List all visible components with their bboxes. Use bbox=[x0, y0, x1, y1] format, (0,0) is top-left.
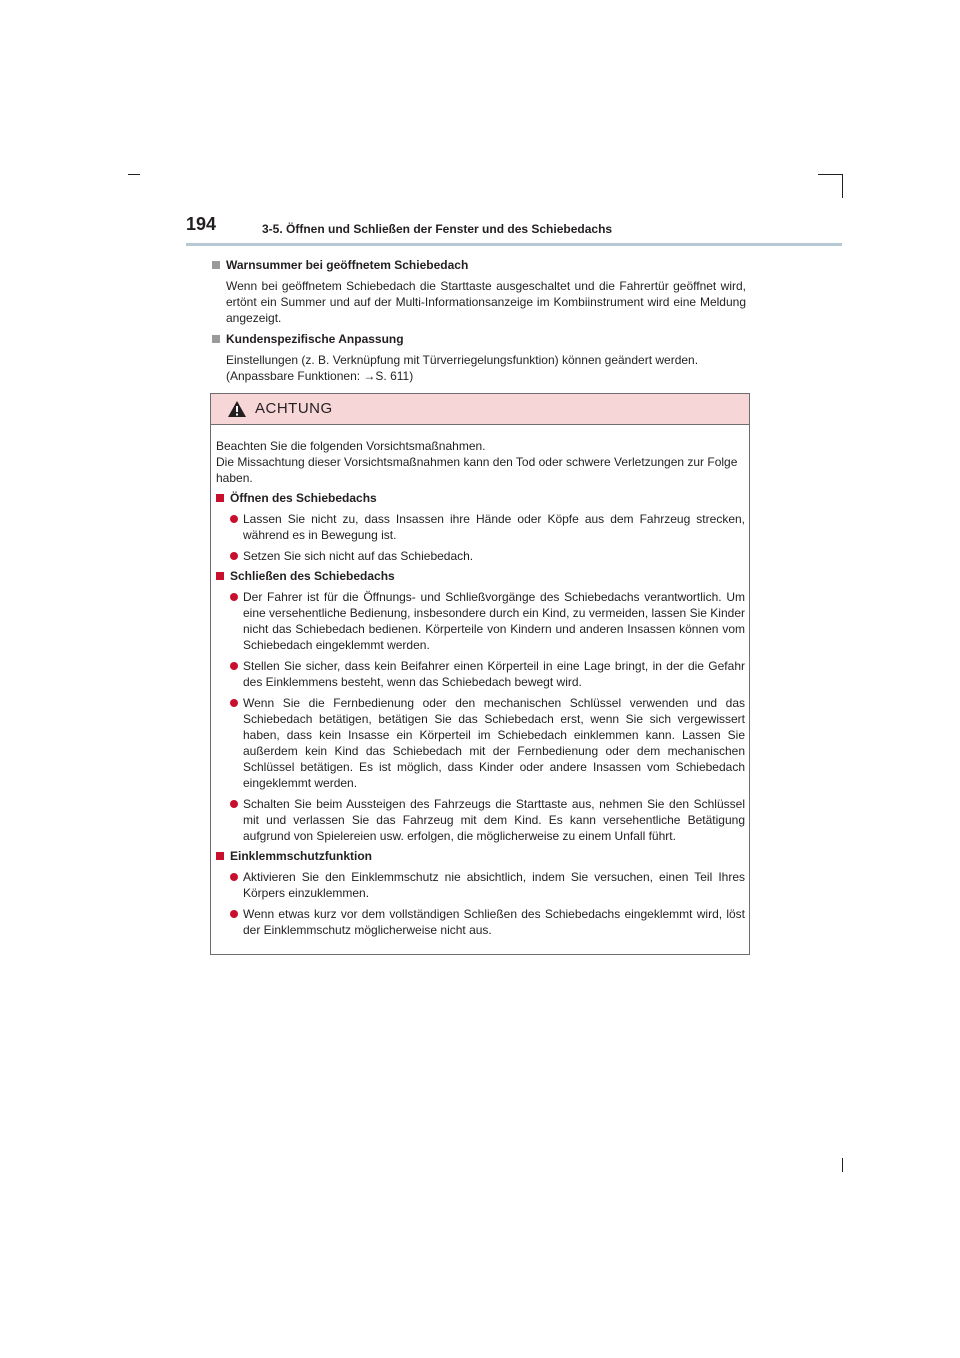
page-number: 194 bbox=[186, 214, 217, 234]
header-rule bbox=[186, 243, 842, 246]
crop-mark bbox=[818, 174, 842, 175]
warning-bullet-text: Lassen Sie nicht zu, dass Insassen ihre Hände oder Köpfe aus dem Fahrzeug strecken, während es in Bewegung ist. bbox=[243, 512, 745, 542]
warning-intro-line: Die Missachtung dieser Vorsichtsmaßnahmen kann den Tod oder schwere Verletzungen zur Folge haben. bbox=[216, 455, 738, 485]
warning-body bbox=[216, 438, 745, 938]
section-heading bbox=[212, 331, 746, 347]
crop-mark bbox=[128, 174, 140, 175]
warning-title: ACHTUNG bbox=[255, 400, 333, 417]
warning-bullet-item bbox=[216, 796, 745, 844]
square-bullet-icon bbox=[216, 494, 224, 502]
warning-intro bbox=[216, 438, 745, 486]
warning-bullet-item bbox=[216, 695, 745, 791]
warning-bullet-item bbox=[216, 658, 745, 690]
warning-bullet-text: Wenn etwas kurz vor dem vollständigen Schließen des Schiebedachs eingeklemmt wird, löst der Einklemmschutz möglicherweise nicht aus. bbox=[243, 907, 745, 937]
info-section-warning-buzzer bbox=[212, 257, 746, 326]
square-bullet-icon bbox=[216, 572, 224, 580]
warning-bullet-text: Aktivieren Sie den Einklemmschutz nie absichtlich, indem Sie versuchen, einen Teil Ihres Körpers einzuklemmen. bbox=[243, 870, 745, 900]
square-bullet-icon bbox=[212, 335, 220, 343]
page-reference-link[interactable]: (Anpassbare Funktionen: →S. 611) bbox=[226, 369, 414, 383]
square-bullet-icon bbox=[216, 852, 224, 860]
warning-bullet-item bbox=[216, 869, 745, 901]
section-heading bbox=[212, 257, 746, 273]
info-section-customization bbox=[212, 331, 746, 384]
warning-section-heading-text: Schließen des Schiebedachs bbox=[230, 569, 395, 583]
section-heading-text: Warnsummer bei geöffnetem Schiebedach bbox=[226, 258, 469, 272]
warning-bullet-item bbox=[216, 548, 745, 564]
warning-section-heading bbox=[216, 848, 745, 864]
crop-mark bbox=[842, 174, 843, 198]
round-bullet-icon bbox=[230, 662, 238, 670]
warning-box bbox=[210, 393, 750, 955]
warning-bullet-text: Wenn Sie die Fernbedienung oder den mechanischen Schlüssel verwenden und das Schiebedach betätigen, betätigen Sie das Schiebedach erst, wenn Sie sich vergewissert haben, dass kein Insasse ein Körperteil im Schiebedach einklemmen kann. Lassen Sie außerdem kein Kind das Schiebedach mit der Fernbedienung oder dem mechanischen Schlüssel betätigen. Es ist möglich, dass Kinder oder andere Insassen vom Schiebedach eingeklemmt werden. bbox=[243, 696, 745, 790]
warning-section-heading-text: Einklemmschutzfunktion bbox=[230, 849, 373, 863]
round-bullet-icon bbox=[230, 699, 238, 707]
round-bullet-icon bbox=[230, 800, 238, 808]
warning-bullet-text: Setzen Sie sich nicht auf das Schiebedach. bbox=[243, 549, 474, 563]
warning-bullet-item bbox=[216, 511, 745, 543]
section-body: Wenn bei geöffnetem Schiebedach die Starttaste ausgeschaltet und die Fahrertür geöffnet wird, ertönt ein Summer und auf der Multi-Informationsanzeige im Kombiinstrument wird eine Meldung angezeigt. bbox=[226, 279, 746, 325]
section-heading-text: Kundenspezifische Anpassung bbox=[226, 332, 404, 346]
warning-bullet-item bbox=[216, 589, 745, 653]
warning-intro-line: Beachten Sie die folgenden Vorsichtsmaßnahmen. bbox=[216, 439, 486, 453]
round-bullet-icon bbox=[230, 873, 238, 881]
warning-bullet-item bbox=[216, 906, 745, 938]
square-bullet-icon bbox=[212, 261, 220, 269]
round-bullet-icon bbox=[230, 515, 238, 523]
chapter-title: 3-5. Öffnen und Schließen der Fenster und des Schiebedachs bbox=[262, 222, 613, 236]
warning-section-heading-text: Öffnen des Schiebedachs bbox=[230, 491, 377, 505]
crop-mark bbox=[842, 1158, 843, 1172]
warning-triangle-icon bbox=[227, 400, 247, 418]
section-body-line: Einstellungen (z. B. Verknüpfung mit Türverriegelungsfunktion) können geändert werden. bbox=[226, 353, 699, 367]
section-body bbox=[212, 352, 746, 384]
warning-header bbox=[211, 394, 749, 425]
round-bullet-icon bbox=[230, 593, 238, 601]
round-bullet-icon bbox=[230, 552, 238, 560]
warning-section-heading bbox=[216, 490, 745, 506]
warning-bullet-text: Der Fahrer ist für die Öffnungs- und Schließvorgänge des Schiebedachs verantwortlich. Um eine versehentliche Bedienung, insbesondere durch ein Kind, zu vermeiden, lassen Sie Kinder nicht das Schiebedach bedienen. Körperteile von Kindern und anderen Insassen können vom Schiebedach eingeklemmt werden. bbox=[243, 590, 745, 652]
warning-bullet-text: Schalten Sie beim Aussteigen des Fahrzeugs die Starttaste aus, nehmen Sie den Schlüssel mit und verlassen Sie das Fahrzeug mit dem Kind. Es kann versehentliche Betätigung aufgrund von Spielereien usw. erfolgen, die möglicherweise zu einem Unfall führt. bbox=[243, 797, 745, 843]
warning-section-heading bbox=[216, 568, 745, 584]
warning-bullet-text: Stellen Sie sicher, dass kein Beifahrer einen Körperteil in eine Lage bringt, in der die Gefahr des Einklemmens besteht, wenn das Schiebedach bewegt wird. bbox=[243, 659, 745, 689]
round-bullet-icon bbox=[230, 910, 238, 918]
